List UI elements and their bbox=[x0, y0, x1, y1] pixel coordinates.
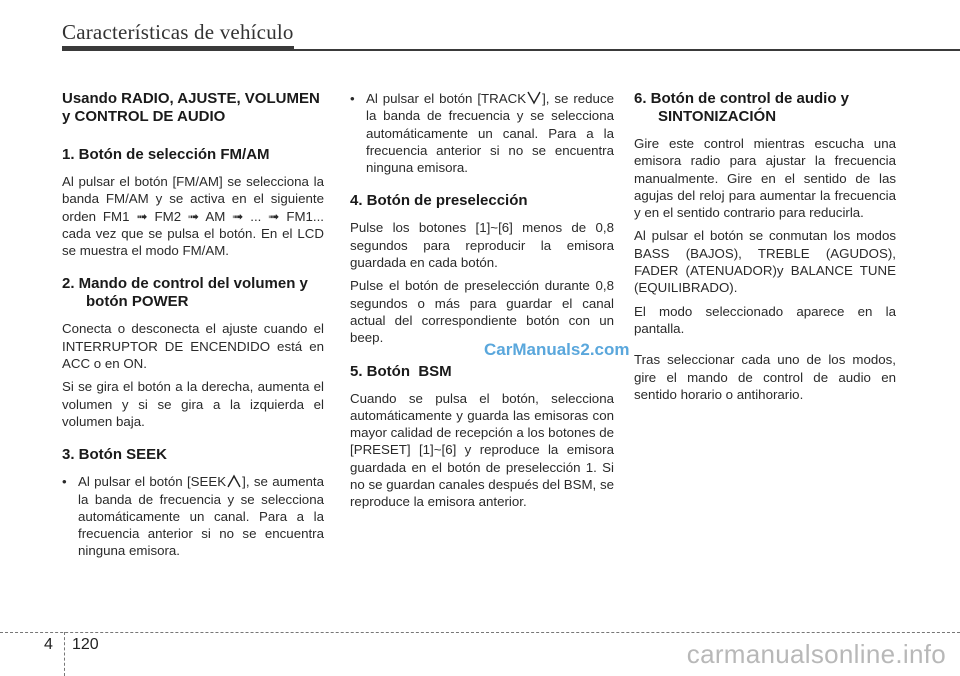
volume-paragraph-2: Si se gira el botón a la derecha, aumenta el volumen y si se gira a la izquierda el volumen baja. bbox=[62, 379, 324, 429]
fm-am-paragraph: Al pulsar el botón [FM/AM] se selecciona la banda FM/AM y se activa en el siguiente orden FM1 ➟ FM2 ➟ AM ➟ ... ➟ FM1... cada vez que se pulsa el botón. En el LCD se muestra el modo FM/AM. bbox=[62, 174, 324, 259]
footer-divider bbox=[64, 632, 65, 676]
heading-preset: 4. Botón de preselección bbox=[350, 192, 528, 210]
seek-bullet-text-start: Al pulsar el botón [SEEK bbox=[78, 474, 227, 490]
seek-bullet-text-end: ], se aumenta la banda de frecuencia y se selecciona automáticamente un canal. Para a la frecuencia anterior si no se encuentra ninguna emisora. bbox=[78, 474, 324, 559]
caret-up-icon bbox=[227, 474, 241, 488]
header-rule-thin bbox=[294, 49, 960, 51]
audio-paragraph-2: Al pulsar el botón se conmutan los modos BASS (BAJOS), TREBLE (AGUDOS), FADER (ATENUADOR)y BALANCE TUNE (EQUILIBRADO). bbox=[634, 228, 896, 296]
heading-audio-tune: 6. Botón de control de audio y SINTONIZACIÓN bbox=[634, 90, 850, 125]
section-fm-am bbox=[62, 146, 324, 259]
section-audio-tune bbox=[634, 90, 896, 403]
audio-paragraph-3: El modo seleccionado aparece en la pantalla. bbox=[634, 303, 896, 336]
heading-volume: 2. Mando de control del volumen y botón POWER bbox=[62, 275, 308, 311]
audio-paragraph-4: Tras seleccionar cada uno de los modos, gire el mando de control de audio en sentido horario o antihorario. bbox=[634, 352, 896, 402]
column-2 bbox=[350, 90, 614, 527]
section-bsm bbox=[350, 363, 614, 511]
section-seek bbox=[62, 446, 324, 559]
heading-bsm: 5. Botón BSM bbox=[350, 362, 452, 380]
bsm-paragraph: Cuando se pulsa el botón, selecciona automáticamente y guarda las emisoras con mayor calidad de recepción a los botones de [PRESET] [1]~[6] y reproduce la emisora guardada en el botón de preselección 1. Si no se guardan canales después del BSM, se reproduce la emisora anterior. bbox=[350, 390, 614, 510]
track-bullet-text-start: Al pulsar el botón [TRACK bbox=[366, 91, 527, 106]
preset-paragraph-1: Pulse los botones [1]~[6] menos de 0,8 segundos para reproducir la emisora guardada en cada botón. bbox=[350, 220, 614, 271]
track-bullet-text-end: ], se reduce la banda de frecuencia y se selecciona automáticamente un canal. Para a la frecuencia anterior si no se encuentra ninguna emisora. bbox=[366, 91, 614, 176]
audio-paragraph-1: Gire este control mientras escucha una emisora radio para ajustar la frecuencia manualmente. Gire en el sentido de las agujas del reloj para aumentar la frecuencia y en el sentido contrario para reducirla. bbox=[634, 136, 896, 221]
chapter-number: 4 bbox=[44, 636, 53, 653]
page-header-title: Características de vehículo bbox=[62, 20, 294, 44]
bullet-dot: • bbox=[62, 474, 67, 490]
seek-bullet bbox=[62, 473, 324, 559]
column-3 bbox=[634, 90, 896, 419]
preset-paragraph-2: Pulse el botón de preselección durante 0,8 segundos o más para guardar el canal actual del correspondiente botón con un beep. bbox=[350, 278, 614, 346]
section-preset bbox=[350, 192, 614, 346]
section-volume bbox=[62, 275, 324, 430]
footer-rule bbox=[0, 632, 960, 633]
site-watermark: carmanualsonline.info bbox=[686, 639, 946, 669]
page-number: 120 bbox=[72, 636, 99, 653]
bullet-dot: • bbox=[350, 91, 355, 106]
heading-fm-am: 1. Botón de selección FM/AM bbox=[62, 146, 270, 163]
heading-seek: 3. Botón SEEK bbox=[62, 446, 168, 464]
watermark: CarManuals2.com bbox=[484, 340, 630, 359]
volume-paragraph-1: Conecta o desconecta el ajuste cuando el INTERRUPTOR DE ENCENDIDO está en ACC o en ON. bbox=[62, 321, 324, 372]
header-rule-thick bbox=[62, 46, 294, 51]
track-bullet bbox=[350, 90, 614, 176]
column-1 bbox=[62, 90, 324, 576]
caret-down-icon bbox=[527, 91, 541, 105]
section-main-title: Usando RADIO, AJUSTE, VOLUMEN y CONTROL DE AUDIO bbox=[62, 90, 320, 125]
section-track bbox=[350, 90, 614, 176]
